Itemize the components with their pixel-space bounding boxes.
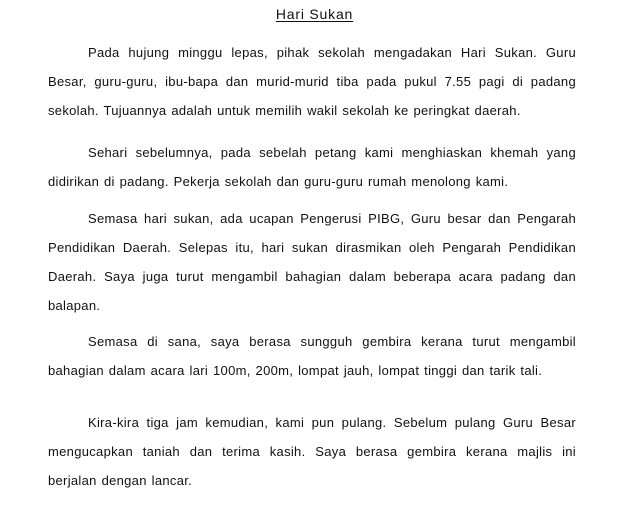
paragraph-3: Semasa hari sukan, ada ucapan Pengerusi PIBG, Guru besar dan Pengarah Pendidikan Daerah. Selepas itu, hari sukan dirasmikan oleh Pengarah Pendidikan Daerah. Saya juga turut mengambil bahagian dalam beberapa acara padang dan balapan.	[48, 211, 576, 313]
paragraph-1: Pada hujung minggu lepas, pihak sekolah mengadakan Hari Sukan. Guru Besar, guru-guru, ibu-bapa dan murid-murid tiba pada pukul 7.55 pagi di padang sekolah. Tujuannya adalah untuk memilih wakil sekolah ke peringkat daerah.	[48, 45, 576, 118]
document-title: Hari Sukan	[275, 6, 354, 22]
paragraph-5: Kira-kira tiga jam kemudian, kami pun pulang. Sebelum pulang Guru Besar mengucapkan taniah dan terima kasih. Saya berasa gembira kerana majlis ini berjalan dengan lancar.	[48, 415, 576, 488]
paragraph-2: Sehari sebelumnya, pada sebelah petang kami menghiaskan khemah yang didirikan di padang. Pekerja sekolah dan guru-guru rumah menolong kami.	[48, 145, 576, 189]
paragraph-4: Semasa di sana, saya berasa sungguh gembira kerana turut mengambil bahagian dalam acara lari 100m, 200m, lompat jauh, lompat tinggi dan tarik tali.	[48, 334, 576, 378]
